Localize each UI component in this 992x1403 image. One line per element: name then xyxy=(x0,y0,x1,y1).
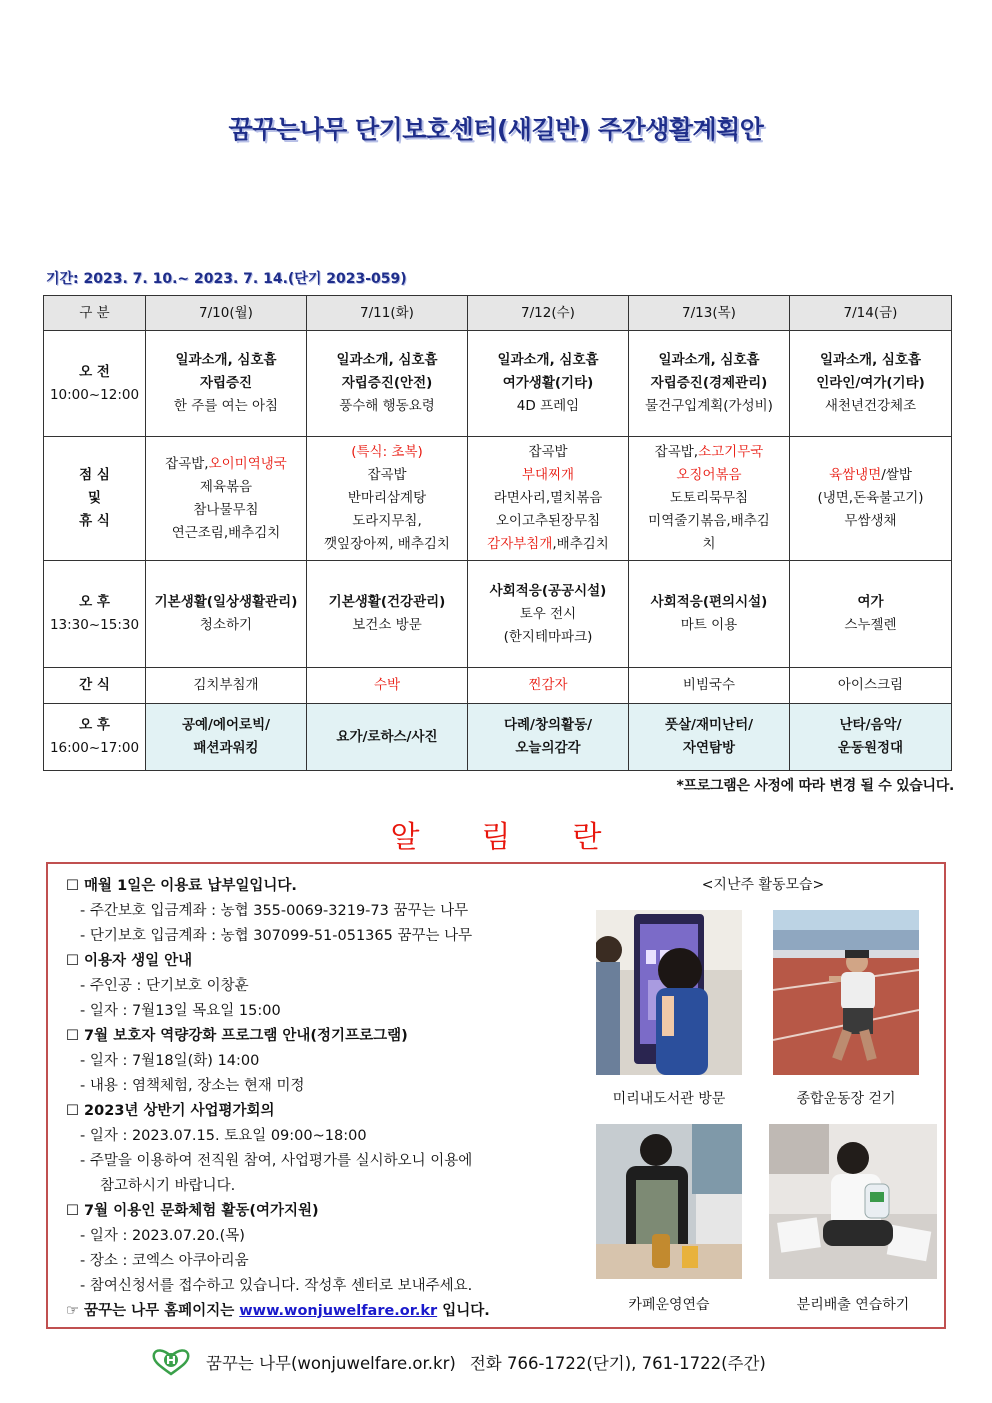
table-cell: 김치부침개 xyxy=(146,668,307,704)
table-cell: 사회적응(공공시설) 토우 전시 (한지테마파크) xyxy=(468,561,629,668)
table-cell: 기본생활(일상생활관리) 청소하기 xyxy=(146,561,307,668)
table-cell: 수박 xyxy=(307,668,468,704)
notice-item: - 일자 : 2023.07.20.(목) xyxy=(80,1228,245,1244)
table-cell: 여가 스누젤렌 xyxy=(790,561,952,668)
notice-item: - 일자 : 7월18일(화) 14:00 xyxy=(80,1053,260,1069)
homepage-link[interactable]: www.wonjuwelfare.or.kr xyxy=(239,1303,438,1319)
photo-recycling-practice xyxy=(769,1124,937,1279)
table-cell: 난타/음악/ 운동원정대 xyxy=(790,704,952,771)
photo-caption: 미리내도서관 방문 xyxy=(612,1091,726,1107)
footer xyxy=(150,1348,850,1376)
notice-list xyxy=(66,874,586,1324)
table-row-late-afternoon xyxy=(44,704,952,771)
change-notice: *프로그램은 사정에 따라 변경 될 수 있습니다. xyxy=(676,778,954,794)
table-row-morning xyxy=(44,331,952,437)
page-title: 꿈꾸는나무 단기보호센터(새길반) 주간생활계획안 xyxy=(228,115,764,144)
table-cell: 풋살/재미난터/ 자연탐방 xyxy=(629,704,790,771)
notice-item: 참고하시기 바랍니다. xyxy=(100,1178,236,1194)
notice-item: - 주간보호 입금계좌 : 농협 355-0069-3219-73 꿈꾸는 나무 xyxy=(80,903,469,919)
row-label: 오 후 16:00~17:00 xyxy=(44,704,146,771)
notice-item: - 주말을 이용하여 전직원 참여, 사업평가를 실시하오니 이용에 xyxy=(80,1153,473,1169)
table-cell: 다례/창의활동/ 오늘의감각 xyxy=(468,704,629,771)
table-row-afternoon xyxy=(44,561,952,668)
header-day: 7/11(화) xyxy=(307,296,468,331)
notice-heading: ☐ 이용자 생일 안내 xyxy=(66,953,193,969)
table-cell: 잡곡밥 부대찌개 라면사리,멸치볶음 오이고추된장무침 감자부침개,배추김치 xyxy=(468,437,629,561)
table-cell: (특식: 초복) 잡곡밥 반마리삼계탕 도라지무침, 깻잎장아찌, 배추김치 xyxy=(307,437,468,561)
notice-item: - 일자 : 2023.07.15. 토요일 09:00~18:00 xyxy=(80,1128,367,1144)
table-cell: 사회적응(편의시설) 마트 이용 xyxy=(629,561,790,668)
table-header-row xyxy=(44,296,952,331)
table-cell: 아이스크림 xyxy=(790,668,952,704)
table-cell: 일과소개, 심호흡 인라인/여가(기타) 새천년건강체조 xyxy=(790,331,952,437)
header-day: 7/14(금) xyxy=(790,296,952,331)
notice-item: - 주인공 : 단기보호 이창훈 xyxy=(80,978,249,994)
row-label: 점 심 및 휴 식 xyxy=(44,437,146,561)
table-cell: 잡곡밥,소고기무국 오징어볶음 도토리묵무침 미역줄기볶음,배추김 치 xyxy=(629,437,790,561)
photo-cafe-practice xyxy=(596,1124,742,1279)
photo-caption: 분리배출 연습하기 xyxy=(796,1297,910,1313)
homepage-line: ☞ 꿈꾸는 나무 홈페이지는 www.wonjuwelfare.or.kr 입니다. xyxy=(66,1303,490,1319)
weekly-schedule-table xyxy=(43,295,952,771)
table-cell: 공예/에어로빅/ 패션과워킹 xyxy=(146,704,307,771)
row-label: 간 식 xyxy=(44,668,146,704)
table-cell: 비빔국수 xyxy=(629,668,790,704)
notice-item: - 일자 : 7월13일 목요일 15:00 xyxy=(80,1003,281,1019)
table-cell: 일과소개, 심호흡 자립증진(안전) 풍수해 행동요령 xyxy=(307,331,468,437)
notice-board xyxy=(46,862,946,1329)
table-row-lunch xyxy=(44,437,952,561)
notice-item: - 단기보호 입금계좌 : 농협 307099-51-051365 꿈꾸는 나무 xyxy=(80,928,473,944)
photo-caption: 카페운영연습 xyxy=(628,1297,710,1313)
notice-item: - 장소 : 코엑스 아쿠아리움 xyxy=(80,1253,249,1269)
period-label: 기간: 2023. 7. 10.~ 2023. 7. 14.(단기 2023-059) xyxy=(46,271,407,287)
row-label: 오 후 13:30~15:30 xyxy=(44,561,146,668)
row-label: 오 전 10:00~12:00 xyxy=(44,331,146,437)
header-day: 7/10(월) xyxy=(146,296,307,331)
table-cell: 요가/로하스/사진 xyxy=(307,704,468,771)
notice-heading: ☐ 7월 보호자 역량강화 프로그램 안내(정기프로그램) xyxy=(66,1028,408,1044)
table-cell: 찐감자 xyxy=(468,668,629,704)
header-category: 구 분 xyxy=(44,296,146,331)
footer-phone: 전화 766-1722(단기), 761-1722(주간) xyxy=(469,1354,766,1373)
footer-org: 꿈꾸는 나무(wonjuwelfare.or.kr) xyxy=(206,1354,456,1373)
notice-item: - 내용 : 염책체험, 장소는 현재 미정 xyxy=(80,1078,305,1094)
notice-heading: ☐ 매월 1일은 이용료 납부일입니다. xyxy=(66,878,297,894)
table-cell: 육쌈냉면/쌀밥 (냉면,돈육불고기) 무쌈생채 xyxy=(790,437,952,561)
table-cell: 잡곡밥,오이미역냉국 제육볶음 참나물무침 연근조림,배추김치 xyxy=(146,437,307,561)
table-cell: 일과소개, 심호흡 자립증진 한 주를 여는 아침 xyxy=(146,331,307,437)
notice-board-title: 알림란 xyxy=(390,820,664,855)
gallery-title: <지난주 활동모습> xyxy=(701,877,825,893)
table-cell: 기본생활(건강관리) 보건소 방문 xyxy=(307,561,468,668)
organization-logo-icon xyxy=(150,1348,192,1376)
photo-stadium-walk xyxy=(773,910,919,1075)
photo-caption: 종합운동장 걷기 xyxy=(796,1091,896,1107)
table-cell: 일과소개, 심호흡 자립증진(경제관리) 물건구입계획(가성비) xyxy=(629,331,790,437)
table-row-snack xyxy=(44,668,952,704)
notice-heading: ☐ 7월 이용인 문화체험 활동(여가지원) xyxy=(66,1203,319,1219)
header-day: 7/13(목) xyxy=(629,296,790,331)
table-cell: 일과소개, 심호흡 여가생활(기타) 4D 프레임 xyxy=(468,331,629,437)
notice-heading: ☐ 2023년 상반기 사업평가회의 xyxy=(66,1103,275,1119)
header-day: 7/12(수) xyxy=(468,296,629,331)
notice-item: - 참여신청서를 접수하고 있습니다. 작성후 센터로 보내주세요. xyxy=(80,1278,473,1294)
photo-library-visit xyxy=(596,910,742,1075)
